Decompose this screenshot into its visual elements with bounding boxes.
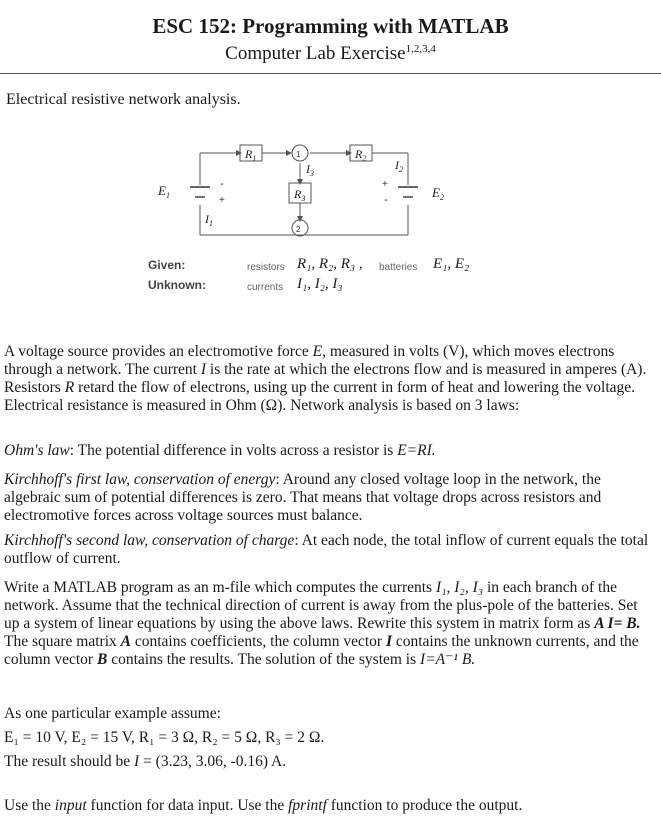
- node-2-label: 2: [296, 225, 301, 234]
- label-e2: $E_2$: [432, 185, 444, 202]
- arrow-node2: [297, 216, 303, 222]
- currents-label: currents: [247, 282, 284, 293]
- paragraph-voltage-source: A voltage source provides an electromotive force E, measured in volts (V), which moves electrons through a network. The current I is the rate at which the electrons flow and is measured in amperes (A). Resistors R retard the flow of electrons, using up the current in form of heat and lowering the voltage. Electrical resistance is measured in Ohm (Ω). Network analysis is based on 3 laws:: [4, 343, 647, 414]
- paragraph-ohms-law: Ohm's law: The potential difference in volts across a resistor is E=RI.: [4, 442, 436, 459]
- label-r2: $R_2$: [355, 147, 367, 163]
- e2-minus-sign: -: [384, 194, 388, 206]
- arrow-node1: [286, 150, 292, 156]
- document-subtitle: [0, 38, 661, 65]
- label-r1: $R_1$: [245, 147, 257, 163]
- document-title: ESC 152: Programming with MATLAB: [152, 14, 509, 38]
- label-i3: $I_3$: [306, 162, 314, 178]
- e1-plus-sign: +: [219, 195, 225, 206]
- paragraph-task: Write a MATLAB program as an m-file which computes the currents I₁, I₂, I₃ in each branch of the network. Assume that the technical direction of current is away from the plus-pole of the batteries. Set up a system of linear equations by using the above laws. Rewrite this system in matrix form as A I= B. The square matrix A contains coefficients, the column vector I contains the unknown currents, and the column vector B contains the results. The solution of the system is I=A⁻¹ B.: [4, 579, 641, 668]
- subtitle-footnotes: 1,2,3,4: [405, 43, 436, 55]
- currents-value: I₁, I₂, I₃: [297, 276, 343, 292]
- given-label: Given:: [148, 258, 186, 272]
- label-i1: $I_1$: [205, 212, 213, 228]
- resistors-label: resistors: [247, 262, 285, 273]
- paragraph-example-values: E₁ = 10 V, E₂ = 15 V, R₁ = 3 Ω, R₂ = 5 Ω, R₃ = 2 Ω.: [4, 729, 325, 746]
- label-r3: $R_3$: [294, 187, 306, 203]
- label-e1: $E_1$: [158, 183, 170, 200]
- arrow-r1: [236, 150, 242, 156]
- unknown-label: Unknown:: [148, 278, 206, 292]
- node-1-label: 1: [296, 150, 301, 159]
- e2-plus-sign: +: [382, 179, 388, 190]
- intro-text: Electrical resistive network analysis.: [6, 91, 241, 108]
- arrow-r3: [297, 179, 303, 185]
- batteries-label: batteries: [379, 262, 418, 273]
- batteries-value: E₁, E₂: [433, 256, 470, 272]
- paragraph-example-intro: As one particular example assume:: [4, 705, 221, 722]
- paragraph-kirchhoff-second: Kirchhoff's second law, conservation of charge: At each node, the total inflow of current equals the total outflow of current.: [4, 532, 649, 567]
- header-divider: [0, 73, 661, 74]
- arrow-r2: [346, 150, 352, 156]
- subtitle-text: Computer Lab Exercise: [225, 43, 406, 64]
- paragraph-io-instructions: Use the input function for data input. Use the fprintf function to produce the output.: [4, 797, 523, 814]
- paragraph-kirchhoff-first: Kirchhoff's first law, conservation of energy: Around any closed voltage loop in the network, the algebraic sum of potential differences is zero. That means that voltage drops across resistors and electromotive forces across voltage sources must balance.: [4, 471, 602, 524]
- label-i2: $I_2$: [395, 158, 403, 174]
- paragraph-expected-result: The result should be I = (3.23, 3.06, -0.16) A.: [4, 753, 287, 770]
- e1-minus-sign: -: [220, 178, 224, 190]
- circuit-diagram: [150, 135, 450, 250]
- resistors-value: R₁, R₂, R₃ ,: [297, 256, 363, 272]
